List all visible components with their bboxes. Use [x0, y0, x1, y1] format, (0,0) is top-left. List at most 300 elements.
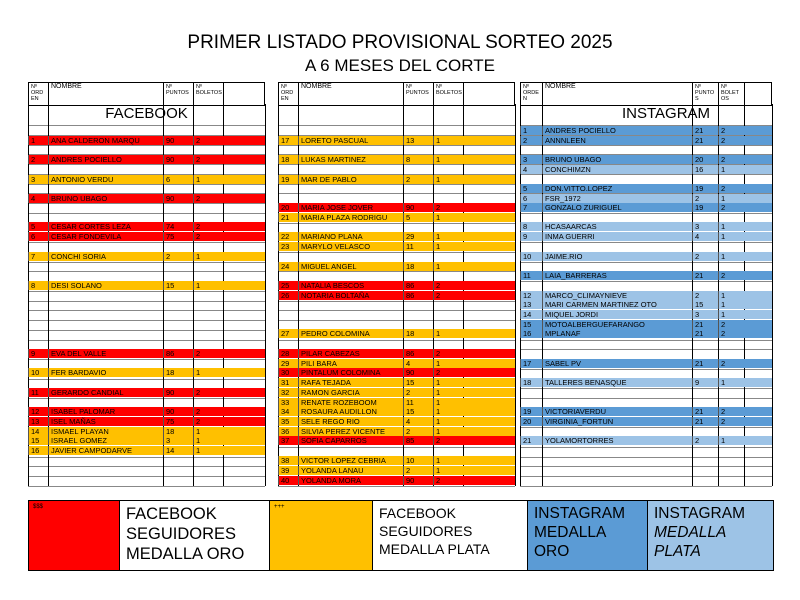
row-number: 35: [278, 417, 298, 426]
row-name: ISMAEL PLAYAN: [48, 427, 163, 436]
grid-column-line: [772, 104, 773, 486]
legend-line: SEGUIDORES: [126, 525, 237, 543]
row-name: SABEL PV: [542, 359, 692, 368]
row-boletos: 1: [193, 252, 223, 261]
grid-line: [520, 476, 772, 477]
grid-line: [278, 271, 515, 272]
row-number: 31: [278, 378, 298, 387]
row-name: ANDRES POCIELLO: [542, 126, 692, 135]
row-name: JAVIER CAMPODARVE: [48, 446, 163, 455]
row-name: LUKAS MARTINEZ: [298, 155, 403, 164]
grid-line: [278, 184, 515, 185]
row-boletos: 1: [433, 136, 463, 145]
row-puntos: 2: [692, 194, 718, 203]
row-name: VICTOR LOPEZ CEBRIA: [298, 456, 403, 465]
row-puntos: 9: [692, 378, 718, 387]
row-puntos: 13: [403, 136, 433, 145]
row-name: GONZALO ZURIGUEL: [542, 203, 692, 212]
facebook-section-title: FACEBOOK: [105, 105, 188, 122]
row-number: 7: [28, 252, 48, 261]
row-name: MARIANO PLANA: [298, 232, 403, 241]
row-number: 20: [520, 417, 542, 426]
row-puntos: 15: [163, 281, 193, 290]
row-boletos: 1: [718, 291, 744, 300]
row-boletos: 1: [433, 175, 463, 184]
table-row: [278, 378, 515, 387]
table-row: [28, 388, 265, 397]
row-name: ANA CALDERON MARQU: [48, 136, 163, 145]
table-row: [28, 136, 265, 145]
page-subtitle: A 6 MESES DEL CORTE: [305, 56, 495, 75]
row-boletos: 1: [193, 368, 223, 377]
legend-line: FACEBOOK: [126, 505, 217, 523]
grid-line: [520, 427, 772, 428]
table-row: [278, 242, 515, 251]
table-row: [520, 184, 772, 193]
table-row: [278, 349, 515, 358]
row-puntos: 2: [692, 291, 718, 300]
row-number: 36: [278, 427, 298, 436]
row-number: 17: [278, 136, 298, 145]
row-puntos: 20: [692, 155, 718, 164]
grid-line: [28, 145, 265, 146]
row-number: 4: [28, 194, 48, 203]
header-blank: [744, 83, 772, 105]
row-boletos: 1: [433, 242, 463, 251]
row-number: 4: [520, 165, 542, 174]
grid-line: [28, 164, 265, 165]
grid-line: [520, 398, 772, 399]
row-number: 1: [520, 126, 542, 135]
row-name: RAMON GARCIA: [298, 388, 403, 397]
grid-line: [278, 125, 515, 126]
row-boletos: 2: [193, 417, 223, 426]
row-name: EVA DEL VALLE: [48, 349, 163, 358]
row-boletos: 1: [193, 175, 223, 184]
row-boletos: 2: [433, 476, 463, 485]
table-row: [278, 368, 515, 377]
grid-line: [28, 330, 265, 331]
row-puntos: 21: [692, 329, 718, 338]
row-name: MARIA JOSE JOVER: [298, 203, 403, 212]
grid-line: [520, 349, 772, 350]
table-row: [278, 476, 515, 485]
row-name: ISRAEL GOMEZ: [48, 436, 163, 445]
row-puntos: 75: [163, 232, 193, 241]
legend-text-gold: [119, 501, 269, 570]
row-number: 15: [520, 320, 542, 329]
header-nombre: NOMBRE: [542, 83, 692, 105]
row-puntos: 18: [403, 262, 433, 271]
row-number: 29: [278, 359, 298, 368]
row-boletos: 1: [718, 222, 744, 231]
table-row: [278, 359, 515, 368]
row-puntos: 86: [403, 291, 433, 300]
row-number: 23: [278, 242, 298, 251]
grid-line: [520, 340, 772, 341]
row-boletos: 2: [193, 232, 223, 241]
grid-line: [28, 359, 265, 360]
row-puntos: 90: [163, 155, 193, 164]
row-number: 3: [28, 175, 48, 184]
table-row: [520, 291, 772, 300]
grid-line: [28, 310, 265, 311]
row-name: FER BARDAVIO: [48, 368, 163, 377]
row-boletos: 1: [718, 310, 744, 319]
row-name: SELE REGO RIO: [298, 417, 403, 426]
row-boletos: 1: [433, 427, 463, 436]
row-puntos: 2: [403, 466, 433, 475]
row-number: 17: [520, 359, 542, 368]
row-number: 15: [28, 436, 48, 445]
table-row: [28, 427, 265, 436]
row-puntos: 5: [403, 213, 433, 222]
header-puntos: Nº PUNTO S: [692, 83, 718, 105]
row-number: 19: [520, 407, 542, 416]
row-boletos: 1: [193, 436, 223, 445]
grid-line: [278, 145, 515, 146]
grid-line: [278, 486, 515, 487]
table-row: [278, 213, 515, 222]
grid-line: [28, 466, 265, 467]
grid-line: [28, 271, 265, 272]
row-name: NOTARIA BOLTAÑA: [298, 291, 403, 300]
row-puntos: 2: [692, 252, 718, 261]
grid-line: [28, 213, 265, 214]
row-number: 16: [28, 446, 48, 455]
row-puntos: 4: [403, 417, 433, 426]
row-number: 27: [278, 329, 298, 338]
row-puntos: 2: [692, 436, 718, 445]
row-boletos: 2: [433, 436, 463, 445]
row-boletos: 2: [718, 359, 744, 368]
grid-line: [520, 369, 772, 370]
row-number: 18: [278, 155, 298, 164]
row-puntos: 90: [403, 476, 433, 485]
row-name: MOTOALBERGUEFARANGO: [542, 320, 692, 329]
row-puntos: 85: [403, 436, 433, 445]
table-row: [28, 446, 265, 455]
row-number: 12: [28, 407, 48, 416]
header-nombre: NOMBRE: [48, 83, 163, 105]
header-puntos: Nº PUNTOS: [163, 83, 193, 105]
row-boletos: 1: [433, 213, 463, 222]
table-row: [520, 194, 772, 203]
table-row: [278, 417, 515, 426]
row-puntos: 2: [403, 175, 433, 184]
row-boletos: 1: [433, 407, 463, 416]
grid-line: [520, 486, 772, 487]
row-puntos: 21: [692, 407, 718, 416]
table-row: [520, 165, 772, 174]
row-name: VIRGINIA_FORTUN: [542, 417, 692, 426]
row-name: SOFIA CAPARROS: [298, 436, 403, 445]
row-number: 16: [520, 329, 542, 338]
row-name: LORETO PASCUAL: [298, 136, 403, 145]
legend-swatch-silver: [269, 501, 372, 570]
table-row: [278, 456, 515, 465]
row-puntos: 6: [163, 175, 193, 184]
row-name: ANDRES POCIELLO: [48, 155, 163, 164]
header-orden: Nº ORDE N: [520, 83, 542, 105]
table-row: [278, 436, 515, 445]
row-name: ROSAURA AUDILLON: [298, 407, 403, 416]
row-boletos: 2: [718, 407, 744, 416]
row-puntos: 21: [692, 126, 718, 135]
table-row: [278, 155, 515, 164]
row-boletos: 1: [433, 359, 463, 368]
row-boletos: 2: [433, 349, 463, 358]
row-boletos: 2: [433, 291, 463, 300]
legend-swatch-gold: [29, 501, 119, 570]
row-puntos: 90: [163, 194, 193, 203]
table-row: [28, 407, 265, 416]
header-nombre: NOMBRE: [298, 83, 403, 105]
row-number: 2: [520, 136, 542, 145]
header-orden: Nº ORD EN: [278, 83, 298, 105]
grid-line: [278, 340, 515, 341]
row-puntos: 10: [403, 456, 433, 465]
row-puntos: 90: [163, 136, 193, 145]
grid-line: [28, 486, 265, 487]
row-name: GERARDO CANDIAL: [48, 388, 163, 397]
row-puntos: 90: [163, 407, 193, 416]
row-name: JAIME.RIO: [542, 252, 692, 261]
row-name: YOLANDA MORA: [298, 476, 403, 485]
row-number: 21: [278, 213, 298, 222]
row-name: YOLAMORTORRES: [542, 436, 692, 445]
row-boletos: 2: [718, 184, 744, 193]
row-boletos: 2: [193, 388, 223, 397]
header-blank: [463, 83, 515, 105]
row-number: 37: [278, 436, 298, 445]
row-puntos: 90: [403, 203, 433, 212]
table-row: [28, 155, 265, 164]
table-row: [520, 320, 772, 329]
row-boletos: 2: [718, 126, 744, 135]
row-puntos: 16: [692, 165, 718, 174]
header-boletos: Nº BOLETOS: [193, 83, 223, 105]
row-number: 8: [520, 222, 542, 231]
legend-instagram-gold: [527, 501, 647, 570]
row-name: BRUNO UBAGO: [542, 155, 692, 164]
grid-line: [520, 281, 772, 282]
row-boletos: 1: [718, 194, 744, 203]
row-boletos: 2: [718, 155, 744, 164]
row-number: 14: [28, 427, 48, 436]
row-puntos: 2: [403, 388, 433, 397]
row-boletos: 1: [433, 466, 463, 475]
legend-mark: $$$: [33, 504, 44, 510]
table-row: [278, 175, 515, 184]
row-name: CESAR FONDEVILA: [48, 232, 163, 241]
row-number: 20: [278, 203, 298, 212]
grid-line: [28, 379, 265, 380]
row-puntos: 19: [692, 203, 718, 212]
table-row: [520, 300, 772, 309]
row-boletos: 1: [718, 232, 744, 241]
row-number: 7: [520, 203, 542, 212]
row-boletos: 2: [718, 417, 744, 426]
table-row: [28, 417, 265, 426]
table-row: [278, 427, 515, 436]
row-puntos: 3: [692, 310, 718, 319]
row-boletos: 2: [433, 368, 463, 377]
row-number: 25: [278, 281, 298, 290]
header-boletos: Nº BOLETOS: [433, 83, 463, 105]
grid-line: [28, 457, 265, 458]
row-boletos: 1: [718, 252, 744, 261]
table-row: [278, 398, 515, 407]
table-row: [520, 378, 772, 387]
row-puntos: 15: [403, 407, 433, 416]
table-row: [520, 359, 772, 368]
row-number: 6: [28, 232, 48, 241]
grid-line: [28, 291, 265, 292]
row-boletos: 2: [718, 136, 744, 145]
row-number: 6: [520, 194, 542, 203]
row-puntos: 18: [163, 427, 193, 436]
row-name: ANTONIO VERDU: [48, 175, 163, 184]
table-row: [520, 155, 772, 164]
table-header: [278, 82, 515, 106]
row-name: TALLERES BENASQUE: [542, 378, 692, 387]
row-name: MARYLO VELASCO: [298, 242, 403, 251]
row-puntos: 3: [163, 436, 193, 445]
row-number: 3: [520, 155, 542, 164]
legend-line: FACEBOOK: [379, 505, 457, 521]
table-row: [520, 222, 772, 231]
row-puntos: 29: [403, 232, 433, 241]
row-number: 30: [278, 368, 298, 377]
header-orden: Nº ORD EN: [28, 83, 48, 105]
row-number: 2: [28, 155, 48, 164]
legend-line: SEGUIDORES: [379, 523, 473, 539]
row-boletos: 2: [193, 349, 223, 358]
row-puntos: 21: [692, 271, 718, 280]
row-number: 5: [520, 184, 542, 193]
grid-line: [278, 320, 515, 321]
row-puntos: 14: [163, 446, 193, 455]
row-number: 10: [520, 252, 542, 261]
row-name: FSR_1972: [542, 194, 692, 203]
row-boletos: 1: [433, 155, 463, 164]
row-number: 1: [28, 136, 48, 145]
row-puntos: 11: [403, 398, 433, 407]
table-row: [278, 407, 515, 416]
row-name: INMA GUERRI: [542, 232, 692, 241]
table-row: [278, 329, 515, 338]
row-name: DESI SOLANO: [48, 281, 163, 290]
row-number: 11: [520, 271, 542, 280]
table-row: [28, 368, 265, 377]
table-row: [520, 271, 772, 280]
row-number: 5: [28, 222, 48, 231]
grid-line: [278, 252, 515, 253]
row-boletos: 2: [718, 203, 744, 212]
row-name: HCASAARCAS: [542, 222, 692, 231]
table-row: [520, 252, 772, 261]
table-row: [278, 136, 515, 145]
legend-line: ORO: [534, 543, 570, 560]
row-number: 33: [278, 398, 298, 407]
row-number: 34: [278, 407, 298, 416]
row-puntos: 86: [403, 349, 433, 358]
row-name: VICTORIAVERDU: [542, 407, 692, 416]
row-name: DON.VITTO.LOPEZ: [542, 184, 692, 193]
row-name: ISABEL PALOMAR: [48, 407, 163, 416]
grid-line: [28, 340, 265, 341]
row-name: CESAR CORTES LEZA: [48, 222, 163, 231]
row-number: 21: [520, 436, 542, 445]
grid-line: [278, 447, 515, 448]
grid-line: [278, 310, 515, 311]
header-puntos: Nº PUNTOS: [403, 83, 433, 105]
row-number: 14: [520, 310, 542, 319]
row-number: 13: [28, 417, 48, 426]
row-name: YOLANDA LANAU: [298, 466, 403, 475]
header-blank: [223, 83, 265, 105]
row-puntos: 86: [403, 281, 433, 290]
row-boletos: 1: [718, 165, 744, 174]
grid-line: [520, 145, 772, 146]
table-header: [28, 82, 265, 106]
table-row: [520, 407, 772, 416]
row-number: 28: [278, 349, 298, 358]
grid-line: [28, 262, 265, 263]
row-puntos: 18: [403, 329, 433, 338]
row-name: MIGUEL ANGEL: [298, 262, 403, 271]
row-name: BRUNO UBAGO: [48, 194, 163, 203]
grid-line: [520, 174, 772, 175]
row-puntos: 4: [403, 359, 433, 368]
row-puntos: 3: [692, 222, 718, 231]
grid-line: [278, 223, 515, 224]
row-name: MARI CARMEN MARTINEZ OTO: [542, 300, 692, 309]
grid-line: [28, 476, 265, 477]
row-name: SILVIA PEREZ VICENTE: [298, 427, 403, 436]
legend-instagram-silver: [647, 501, 773, 570]
grid-line: [28, 125, 265, 126]
row-boletos: 2: [193, 155, 223, 164]
legend-mark: +++: [274, 504, 285, 510]
grid-line: [520, 466, 772, 467]
grid-column-line: [265, 104, 266, 486]
row-boletos: 2: [718, 329, 744, 338]
row-number: 32: [278, 388, 298, 397]
row-boletos: 2: [193, 136, 223, 145]
grid-line: [278, 164, 515, 165]
row-name: LAIA_BARRERAS: [542, 271, 692, 280]
row-boletos: 2: [718, 320, 744, 329]
row-number: 22: [278, 232, 298, 241]
grid-line: [520, 213, 772, 214]
row-boletos: 1: [433, 262, 463, 271]
table-row: [520, 310, 772, 319]
row-number: 19: [278, 175, 298, 184]
row-boletos: 1: [433, 417, 463, 426]
row-puntos: 90: [403, 368, 433, 377]
row-puntos: 4: [692, 232, 718, 241]
row-number: 39: [278, 466, 298, 475]
table-row: [28, 349, 265, 358]
legend-line: PLATA: [654, 543, 701, 560]
row-name: MPLANAF: [542, 329, 692, 338]
row-puntos: 86: [163, 349, 193, 358]
table-row: [278, 281, 515, 290]
row-boletos: 2: [193, 407, 223, 416]
row-puntos: 2: [403, 427, 433, 436]
